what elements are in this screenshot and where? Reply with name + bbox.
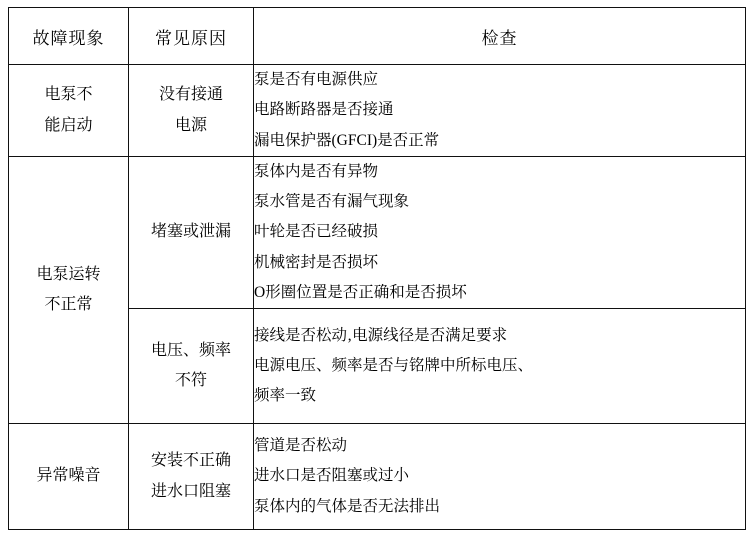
- check-line: 电路断路器是否接通: [254, 101, 394, 119]
- check-line: 叶轮是否已经破损: [254, 223, 379, 241]
- check-line: 漏电保护器(GFCI)是否正常: [254, 131, 440, 149]
- cause-cell: [129, 424, 254, 530]
- check-cell: [254, 65, 746, 157]
- symptom-line: 异常噪音: [36, 467, 101, 485]
- cause-line: 进水口阻塞: [150, 482, 231, 500]
- symptom-cell: [9, 65, 129, 157]
- cause-line: 堵塞或泄漏: [150, 223, 231, 241]
- check-line: O形圈位置是否正确和是否损坏: [254, 283, 467, 301]
- cause-line: 电压、频率: [150, 341, 231, 359]
- cause-line: 不符: [174, 372, 207, 390]
- check-line: 频率一致: [254, 387, 317, 405]
- symptom-line: 能启动: [44, 116, 93, 134]
- symptom-line: 不正常: [44, 296, 93, 314]
- symptom-line: 电泵不: [44, 86, 93, 104]
- header-check: 检查: [254, 8, 746, 65]
- check-line: 泵水管是否有漏气现象: [254, 193, 410, 211]
- header-cause: 常见原因: [129, 8, 254, 65]
- check-line: 电源电压、频率是否与铭牌中所标电压、: [254, 356, 534, 374]
- check-line: 接线是否松动‚电源线径是否满足要求: [254, 326, 508, 344]
- header-symptom: 故障现象: [9, 8, 129, 65]
- check-line: 泵是否有电源供应: [254, 71, 379, 89]
- table-row: [9, 65, 746, 157]
- document-page: [0, 7, 753, 548]
- table-row: [9, 157, 746, 309]
- cause-line: 电源: [174, 116, 207, 134]
- table-header-row: [9, 8, 746, 65]
- check-line: 管道是否松动: [254, 437, 348, 455]
- check-line: 泵体内的气体是否无法排出: [254, 497, 441, 515]
- cause-cell: [129, 309, 254, 424]
- cause-line: 没有接通: [158, 86, 223, 104]
- check-cell: [254, 424, 746, 530]
- table-row: [9, 424, 746, 530]
- check-line: 泵体内是否有异物: [254, 163, 379, 180]
- symptom-line: 电泵运转: [36, 265, 101, 283]
- cause-cell: [129, 65, 254, 157]
- troubleshooting-table: [8, 7, 746, 530]
- cause-cell: [129, 157, 254, 309]
- cause-line: 安装不正确: [150, 452, 231, 470]
- check-line: 进水口是否阻塞或过小: [254, 467, 410, 485]
- check-cell: [254, 157, 746, 309]
- check-cell: [254, 309, 746, 424]
- symptom-cell: [9, 424, 129, 530]
- check-line: 机械密封是否损坏: [254, 253, 379, 271]
- symptom-cell: [9, 157, 129, 424]
